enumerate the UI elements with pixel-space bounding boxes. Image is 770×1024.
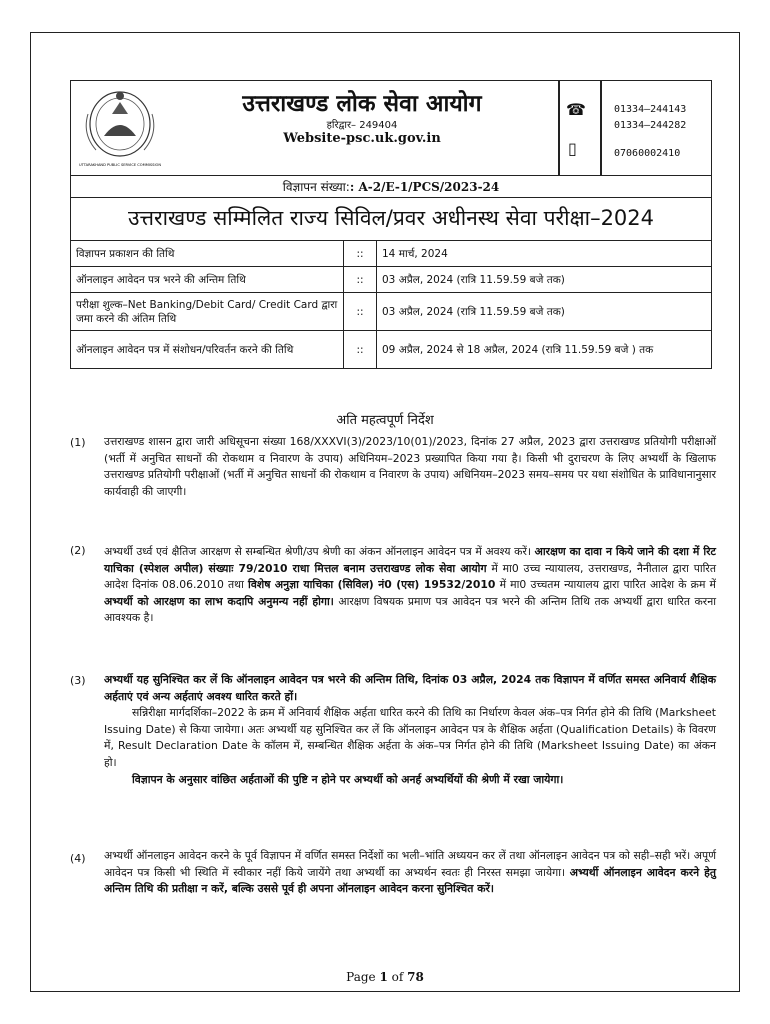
table-row (71, 241, 712, 267)
date-label: विज्ञापन प्रकाशन की तिथि (71, 241, 344, 267)
instruction-paragraph (104, 672, 716, 788)
paragraph-bold-text: अभ्यर्थी यह सुनिश्चित कर लें कि ऑनलाइन आवेदन पत्र भरने की अन्तिम तिथि, दिनांक 03 अप्रैल, 2024 तक विज्ञापन में वर्णित समस्त अनिवार्य शैक्षिक अर्हताएं एवं अन्य अर्हताएं अवश्य धारित करते हों। (104, 673, 716, 703)
date-label: परीक्षा शुल्क–Net Banking/Debit Card/ Credit Card द्वारा जमा करने की अंतिम तिथि (71, 293, 344, 331)
paragraph-bold-text: विशेष अनुज्ञा याचिका (सिविल) नं0 (एस) 19532/2010 (248, 578, 496, 592)
header-divider (600, 80, 602, 176)
paragraph-text: अभ्यर्थी उर्ध्व एवं क्षैतिज आरक्षण से सम्बन्धित श्रेणी/उप श्रेणी का अंकन ऑनलाइन आवेदन पत्र में अवश्य करें। (104, 545, 531, 558)
date-value: 09 अप्रैल, 2024 से 18 अप्रैल, 2024 (रात्रि 11.59.59 बजे ) तक (377, 331, 712, 369)
paragraph-text: में मा0 उच्च न्यायालय, उत्तराखण्ड, नैनीताल द्वारा पारित आदेश दिनांक 08.06.2010 तथा (104, 561, 717, 592)
paragraph-bold-text: आरक्षण का दावा न किये जाने की दशा में रिट याचिका (स्पेशल अपील) संख्याः 79/2010 राधा मित्तल बनाम उत्तराखण्ड लोक सेवा आयोग (104, 545, 716, 575)
table-row (71, 293, 712, 331)
instruction-paragraph (104, 544, 716, 627)
exam-title: उत्तराखण्ड सम्मिलित राज्य सिविल/प्रवर अधीनस्थ सेवा परीक्षा–2024 (70, 198, 712, 240)
advertisement-number: : A-2/E-1/PCS/2023-24 (349, 180, 500, 194)
phone-number-2: 01334–244282 (614, 120, 687, 131)
advertisement-label: विज्ञापन संख्या: (282, 180, 350, 194)
paragraph-text: में मा0 उच्चतम न्यायालय द्वारा पारित आदेश के क्रम में (499, 578, 717, 592)
paragraph-text: आरक्षण विषयक प्रमाण पत्र आवेदन पत्र भरने की अन्तिम तिथि तक अभ्यर्थी द्वारा धारित करना आवश्यक है। (104, 594, 716, 625)
commission-website: Website-psc.uk.gov.in (283, 131, 441, 146)
instruction-number: (4) (70, 852, 86, 865)
header-divider (558, 80, 560, 176)
date-label: ऑनलाइन आवेदन पत्र भरने की अन्तिम तिथि (71, 267, 344, 293)
instruction-number: (2) (70, 544, 86, 557)
instruction-number: (3) (70, 674, 86, 687)
instruction-number: (1) (70, 436, 86, 449)
date-value: 14 मार्च, 2024 (377, 241, 712, 267)
advertisement-number-line (70, 176, 712, 198)
paragraph-text: अभ्यर्थी ऑनलाइन आवेदन करने के पूर्व विज्ञापन में वर्णित समस्त निर्देशों का भली–भांति अध्ययन कर लें तथा ऑनलाइन आवेदन पत्र को सही–सही भरें। अपूर्ण आवेदन पत्र किसी भी स्थिति में स्वीकार नहीं किये जायेंगे तथा अभ्यर्थी का अभ्यर्थन स्वतः ही निरस्त समझा जायेगा। (104, 849, 716, 879)
separator: :: (344, 293, 377, 331)
table-row (71, 331, 712, 369)
date-label: ऑनलाइन आवेदन पत्र में संशोधन/परिवर्तन करने की तिथि (71, 331, 344, 369)
paragraph-bold-text: अभ्यर्थी ऑनलाइन आवेदन करने हेतु अन्तिम तिथि की प्रतीक्षा न करें, बल्कि उससे पूर्व ही अपना ऑनलाइन आवेदन करना सुनिश्चित करें। (104, 865, 716, 896)
separator: :: (344, 241, 377, 267)
instruction-paragraph: उत्तराखण्ड शासन द्वारा जारी अधिसूचना संख्या 168/XXXVI(3)/2023/10(01)/2023, दिनांक 27 अप्रैल, 2023 द्वारा उत्तराखण्ड प्रतियोगी परीक्षाओं (भर्ती में अनुचित साधनों की रोकथाम व निवारण के उपाय) अधिनियम–2023 प्रख्यापित किया गया है। किसी भी दुराचरण के लिए अभ्यर्थी के खिलाफ उत्तराखण्ड प्रतियोगी परीक्षाओं (भर्ती में अनुचित साधनों की रोकथाम व निवारण के उपाय) अधिनियम–2023 समय–समय पर यथा संशोधित के प्राविधानानुसार कार्यवाही की जाएगी। (104, 435, 716, 498)
separator: :: (344, 267, 377, 293)
commission-name: उत्तराखण्ड लोक सेवा आयोग (242, 91, 482, 117)
paragraph-bold-text: अभ्यर्थी को आरक्षण का लाभ कदापि अनुमन्य नहीं होगा। (104, 594, 334, 608)
paragraph-text: सन्निरीक्षा मार्गदर्शिका–2022 के क्रम में अनिवार्य शैक्षिक अर्हता धारित करने की तिथि का निर्धारण केवल अंक–पत्र निर्गत होने की तिथि (Marksheet Issuing Date) से किया जायेगा। अतः अभ्यर्थी यह सुनिश्चित कर लें कि ऑनलाइन आवेदन पत्र के शैक्षिक अर्हता (Qualification Details) के विवरण में, Result Declaration Date के कॉलम में, सम्बन्धित शैक्षिक अर्हता के अंक–पत्र निर्गत होने की तिथि (Marksheet Issuing Date) का अंकन हो। (104, 706, 716, 769)
instruction-paragraph (104, 848, 716, 898)
date-value: 03 अप्रैल, 2024 (रात्रि 11.59.59 बजे तक) (377, 293, 712, 331)
section-heading: अति महत्वपूर्ण निर्देश (336, 413, 434, 428)
important-dates-table (70, 240, 712, 369)
commission-address: हरिद्वार– 249404 (326, 120, 398, 131)
mobile-number: 07060002410 (614, 148, 681, 159)
phone-number-1: 01334–244143 (614, 104, 687, 115)
separator: :: (344, 331, 377, 369)
mobile-phone-icon: ▯ (568, 139, 577, 158)
svg-text:UTTARAKHAND PUBLIC SERVICE COM: UTTARAKHAND PUBLIC SERVICE COMMISSION (78, 163, 162, 167)
commission-emblem-logo (74, 84, 166, 170)
date-value: 03 अप्रैल, 2024 (रात्रि 11.59.59 बजे तक) (377, 267, 712, 293)
page-number: Page 1 of 78 (346, 970, 424, 984)
table-row (71, 267, 712, 293)
paragraph-bold-text: विज्ञापन के अनुसार वांछित अर्हताओं की पुष्टि न होने पर अभ्यर्थी को अनर्ह अभ्यर्थियों की श्रेणी में रखा जायेगा। (132, 772, 564, 786)
telephone-icon: ☎ (566, 100, 586, 119)
